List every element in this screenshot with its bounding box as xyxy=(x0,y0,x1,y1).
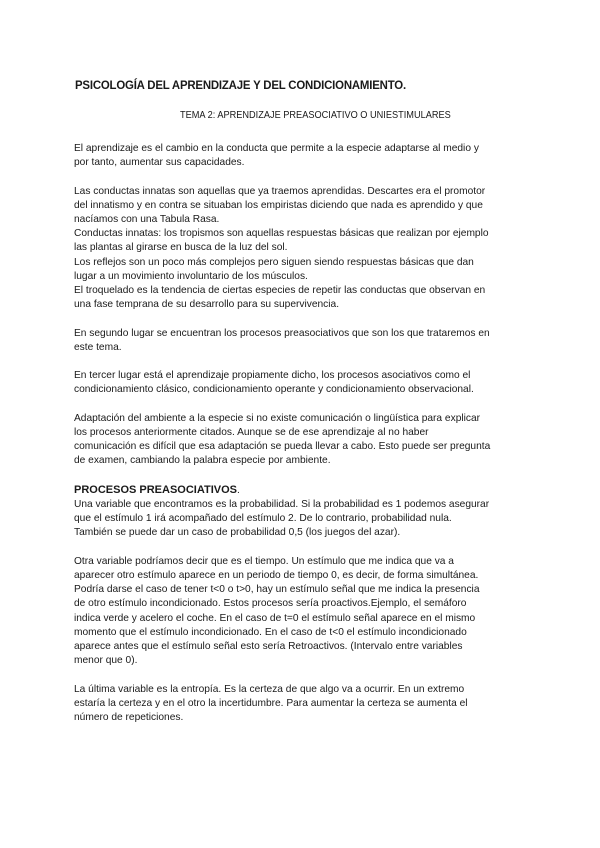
text-line: del innatismo y en contra se situaban los empiristas diciendo que nada es aprendido y que xyxy=(74,199,483,211)
paragraph-definition xyxy=(74,142,526,170)
text-line: comunicación es difícil que esa adaptación se pueda llevar a cabo. Esto puede ser pregunta xyxy=(74,441,491,453)
text-line: condicionamiento clásico, condicionamiento operante y condicionamiento observacional. xyxy=(74,384,474,396)
paragraph-probability xyxy=(74,498,526,541)
text-line: aparece antes que el estímulo señal esto sería Retroactivos. (Intervalo entre variables xyxy=(74,641,463,653)
paragraph-time xyxy=(74,555,526,669)
text-line: La última variable es la entropía. Es la certeza de que algo va a ocurrir. En un extremo xyxy=(74,683,465,695)
document-title: PSICOLOGÍA DEL APRENDIZAJE Y DEL CONDICIONAMIENTO. xyxy=(75,78,406,92)
text-line: este tema. xyxy=(74,341,122,353)
text-line: Podría darse el caso de tener t<0 o t>0, hay un estímulo señal que me indica la presencia xyxy=(74,584,480,596)
text-line: También se puede dar un caso de probabilidad 0,5 (los juegos del azar). xyxy=(74,527,401,539)
text-line: de examen, cambiando la palabra especie por ambiente. xyxy=(74,455,331,467)
text-line: momento que el estímulo incondicionado. En el caso de t<0 el estímulo incondicionado xyxy=(74,626,467,638)
section-heading-suffix: . xyxy=(237,484,240,496)
text-line: menor que 0). xyxy=(74,655,138,667)
text-line: las plantas al girarse en busca de la luz del sol. xyxy=(74,242,288,254)
section-preassociative-processes xyxy=(74,483,526,725)
text-line: En segundo lugar se encuentran los procesos preasociativos que son los que trataremos en xyxy=(74,327,490,339)
text-line: que el estímulo 1 irá acompañado del estímulo 2. De lo contrario, probabilidad nula. xyxy=(74,513,452,525)
section-heading: PROCESOS PREASOCIATIVOS xyxy=(74,483,237,496)
text-line: Conductas innatas: los tropismos son aquellas respuestas básicas que realizan por ejemplo xyxy=(74,228,489,240)
text-line: El aprendizaje es el cambio en la conducta que permite a la especie adaptarse al medio y xyxy=(74,143,479,154)
text-line: lugar a un movimiento involuntario de los músculos. xyxy=(74,270,308,282)
document-body xyxy=(74,142,526,739)
text-line: por tanto, aumentar sus capacidades. xyxy=(74,157,245,169)
document-subtitle: TEMA 2: APRENDIZAJE PREASOCIATIVO O UNIESTIMULARES xyxy=(180,110,451,121)
text-line: aparecer otro estímulo aparece en un periodo de tiempo 0, es decir, de forma simultánea. xyxy=(74,570,479,581)
text-line: Adaptación del ambiente a la especie si no existe comunicación o lingüística para explicar xyxy=(74,412,481,424)
paragraph-preassociative xyxy=(74,327,526,355)
text-line: Las conductas innatas son aquellas que ya traemos aprendidas. Descartes era el promotor xyxy=(74,185,486,197)
text-line: indica verde y acelero el coche. En el caso de t=0 el estímulo señal aparece en el mismo xyxy=(74,612,476,624)
text-line: El troquelado es la tendencia de ciertas especies de repetir las conductas que observan en xyxy=(74,285,486,297)
paragraph-associative xyxy=(74,369,526,397)
section-heading-line xyxy=(74,483,526,498)
text-line: Una variable que encontramos es la probabilidad. Si la probabilidad es 1 podemos asegurar xyxy=(74,499,490,510)
text-line: Otra variable podríamos decir que es el tiempo. Un estímulo que me indica que va a xyxy=(74,555,454,567)
text-line: de otro estímulo incondicionado. Estos procesos sería proactivos.Ejemplo, el semáforo xyxy=(74,598,467,610)
text-line: Los reflejos son un poco más complejos pero siguen siendo respuestas básicas que dan xyxy=(74,256,474,268)
paragraph-adaptation xyxy=(74,412,526,469)
paragraph-entropy xyxy=(74,683,526,726)
text-line: En tercer lugar está el aprendizaje propiamente dicho, los procesos asociativos como el xyxy=(74,370,471,382)
text-line: los procesos anteriormente citados. Aunque se de ese aprendizaje al no haber xyxy=(74,427,429,438)
text-line: estaría la certeza y en el otro la incertidumbre. Para aumentar la certeza se aumenta el xyxy=(74,697,468,709)
text-line: nacíamos con una Tabula Rasa. xyxy=(74,214,220,225)
text-line: una fase temprana de su desarrollo para su supervivencia. xyxy=(74,299,340,311)
text-line: número de repeticiones. xyxy=(74,712,184,724)
paragraph-innate-behaviors xyxy=(74,185,526,313)
